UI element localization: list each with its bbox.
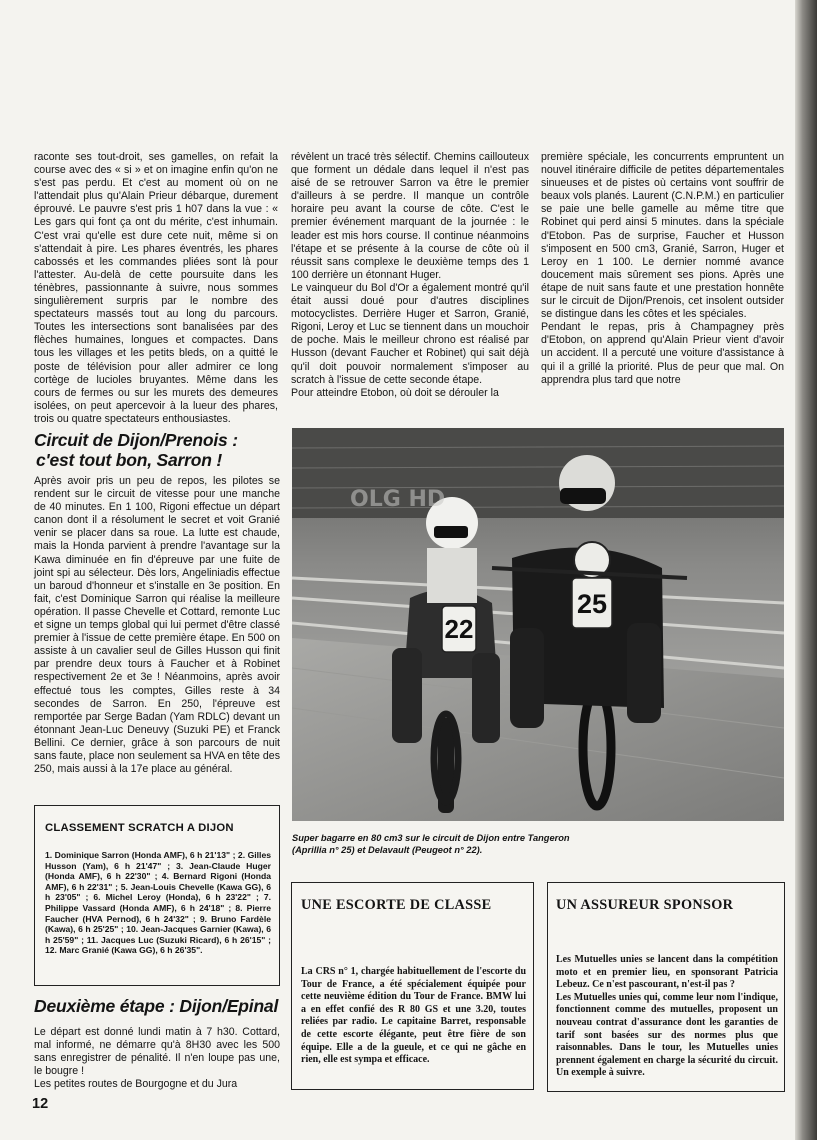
paragraph: Pendant le repas, pris à Champagney près d'Etobon, on apprend qu'Alain Prieur vient d'avoir un accident. Il a percuté une voiture d'assistance à qui il a grillé la priorité. Plus de peur que mal. On apprendra plus tard que notre <box>541 321 784 386</box>
race-photo-illustration <box>292 428 784 821</box>
section-heading-dijon <box>34 430 280 470</box>
race-number-22: 22 <box>444 614 474 644</box>
heading-line: Circuit de Dijon/Prenois : <box>34 430 238 450</box>
heading-line: Deuxième étape : Dijon/Epinal <box>34 996 279 1016</box>
paragraph: Le départ est donné lundi matin à 7 h30. Cottard, mal informé, ne démarre qu'à 8H30 avec les 500 sans enregistrer de pénalité. Il n'en loupe pas une, le bougre ! <box>34 1026 280 1078</box>
article-column-1-etape2 <box>34 1026 280 1091</box>
classement-title: CLASSEMENT SCRATCH A DIJON <box>45 822 234 834</box>
paragraph: révèlent un tracé très sélectif. Chemins caillouteux que forment un dédale dans lequel il n'est pas aisé de se retrouver Sarron va être le premier d'ailleurs à se perdre. Il manque un contrôle horaire peu avant la course de côte. C'est le premier événement marquant de la journée : le leader est mis hors course. Il continue néanmoins l'étape et se présente à la course de côte où il réussit sans complexe le deuxième temps des 1 100 derrière un étonnant Huger. <box>291 151 529 281</box>
box-text: Les Mutuelles unies se lancent dans la compétition moto et en premier lieu, en sponsorant Patricia Lebeuz. Ce n'est pascourant, n'est-il pas ? <box>556 954 778 991</box>
sidebar-box-assureur <box>547 882 785 1092</box>
sidebar-box-escorte <box>291 882 534 1090</box>
photo-watermark: OLG HD <box>350 487 446 512</box>
box-title: UNE ESCORTE DE CLASSE <box>301 897 492 913</box>
paragraph: première spéciale, les concurrents empruntent un nouvel itinéraire difficile de petites départementales sinueuses et de pistes où certains vont souffrir de beaux vols planés. Laurent (C.N.P.M.) en particulier se paie une belle gamelle au même titre que Robinet qui perd ainsi 5 minutes. dans la spéciale d'Etobon. Pas de surprise, Faucher et Husson s'imposent en 500 cm3, Granié, Sarron, Huger et Leroy en 1 100. Le dernier nommé avance doucement mais sûrement ses pions. Après une étape de nuit sans faute et une prestation honnête sur le circuit de Dijon/Prenois, cet insolent outsider se distingue dans les côtes et les spéciales. <box>541 151 784 321</box>
classement-box <box>34 805 280 986</box>
paragraph: Pour atteindre Etobon, où doit se dérouler la <box>291 386 499 399</box>
article-column-2 <box>291 151 529 400</box>
paragraph: Après avoir pris un peu de repos, les pilotes se rendent sur le circuit de vitesse pour une manche de 40 minutes. En 1 100, Rigoni effectue un départ canon dont il a résolument le secret et voit Granié venir se placer dans sa roue. La lutte est chaude, mais la Honda parvient à prendre l'avantage sur la Kawa diminuée en fin d'épreuve par une fuite de joint spi au sélecteur. Dès lors, Angeliniadis effectue un baroud d'honneur et s'installe en 3e position. En fait, c'est Dominique Sarron qui réalise la meilleure opération. Il passe Chevelle et Cottard, remonte Luc et signe un temps global qui lui permet d'être classé premier à l'issue de cette première étape. En 500 on assiste à un cavalier seul de Gilles Husson qui finit par prendre deux tours à Faucher et à Robinet respectivement 2e et 3e ! Néanmoins, après avoir effectué tous les comptes, Gilles reste à 34 secondes de Sarron. En 250, l'épreuve est remportée par Serge Badan (Yam RDLC) devant un étonnant Jean-Luc Deneuvy (Suzuki PE) et Franck Bellini. Ce dernier, grâce à son parcours de nuit sans faute, place non seulement sa HVA en tête des 250, mais aussi à la 17e place au général. <box>34 475 280 776</box>
page-binding-edge <box>795 0 817 1140</box>
paragraph: Les petites routes de Bourgogne et du Jura <box>34 1078 238 1091</box>
box-text: Les Mutuelles unies qui, comme leur nom l'indique, fonctionnent comme des mutuelles, proposent un nouveau contrat d'assurance dont les garanties de tarif sont basées sur des normes plus que raisonnables. Dans le tour, les Mutuelles unies prennent également en charge la sécurité du circuit. Un exemple à suivre. <box>556 991 778 1079</box>
section-heading-etape2 <box>34 996 280 1016</box>
heading-line: c'est tout bon, Sarron ! <box>36 450 223 470</box>
race-number-25: 25 <box>576 589 608 619</box>
classement-results: 1. Dominique Sarron (Honda AMF), 6 h 21'13" ; 2. Gilles Husson (Yam), 6 h 21'47" ; 3. Jean-Claude Huger (Honda AMF), 6 h 22'30" ; 4. Bernard Rigoni (Honda AMF), 6 h 22'31" ; 5. Jean-Louis Chevelle (Kawa GG), 6 h 23'05" ; 6. Michel Leroy (Honda), 6 h 23'22" ; 7. Philippe Vassard (Honda AMF), 6 h 24'18" ; 8. Pierre Faucher (HVA Pernod), 6 h 24'32" ; 9. Bruno Fardèle (Kawa), 6 h 25'25" ; 10. Jean-Jacques Garnier (Kawa), 6 h 25'59" ; 11. Jacques Luc (Suzuki Ricard), 6 h 26'15" ; 12. Marc Granié (Kawa GG), 6 h 26'35". <box>45 850 271 956</box>
article-column-3 <box>541 151 784 387</box>
paragraph: Le vainqueur du Bol d'Or a également montré qu'il était aussi doué pour d'autres disciplines motocyclistes. Derrière Huger et Sarron, Granié, Rigoni, Leroy et Luc se tiennent dans un mouchoir de poche. Mais le meilleur chrono est réalisé par Husson (devant Faucher et Robinet) qui sait déjà qu'il doit pouvoir normalement s'imposer au scratch à l'issue de cette seconde étape. <box>291 281 529 386</box>
page-number: 12 <box>32 1096 49 1112</box>
paragraph: raconte ses tout-droit, ses gamelles, on refait la course avec des « si » et on imagine enfin qu'on ne s'est pas perdu. Et c'est au moment où on ne l'attendait plus qu'Alain Prieur débarque, durement éprouvé. Le pauvre s'est pris 1 h07 dans la vue : « Les gars qui font ça ont du mérite, c'est inhumain. C'est vrai qu'elle est dure cete nuit, même si on s'attendait à pire. Les phares éventrés, les phares cabossés et les commandes pliées sont là pour l'attester. Au-delà de cette poursuite dans les ténèbres, passionnante à suivre, nous sommes singulièrement surpris par le nombre des spectateurs massés tout au long du parcours. Toutes les intersections sont banalisées par des flèches humaines, longues et compactes. Dans tous les villages et les petits bleds, on a quitté le poste de télévision pour aller admirer ce long cortège de lucioles bruyantes. Même dans les cours de fermes ou sur les murets des demeures isolées, on peut apercevoir à la lueur des phares, trois ou quatre spectateurs enthousiastes. <box>34 151 278 425</box>
article-column-1-intro <box>34 151 278 426</box>
race-photo <box>292 428 784 821</box>
box-text: La CRS n° 1, chargée habituellement de l'escorte du Tour de France, a été spécialement équipée pour cette neuvième édition du Tour de France. BMW lui a en effet confié des R 80 GS et une 3.20, toutes reliées par radio. Le capitaine Barret, responsable de cette escorte élégante, peut être fière de son équipe. Elle a de la gueule, et ce qui ne gâche en rien, elle est sympa et efficace. <box>301 966 526 1066</box>
box-title: UN ASSUREUR SPONSOR <box>556 897 734 913</box>
photo-caption: Super bagarre en 80 cm3 sur le circuit de Dijon entre Tangeron (Aprillia n° 25) et Delavault (Peugeot n° 22). <box>292 833 570 855</box>
article-column-1-dijon <box>34 475 280 776</box>
